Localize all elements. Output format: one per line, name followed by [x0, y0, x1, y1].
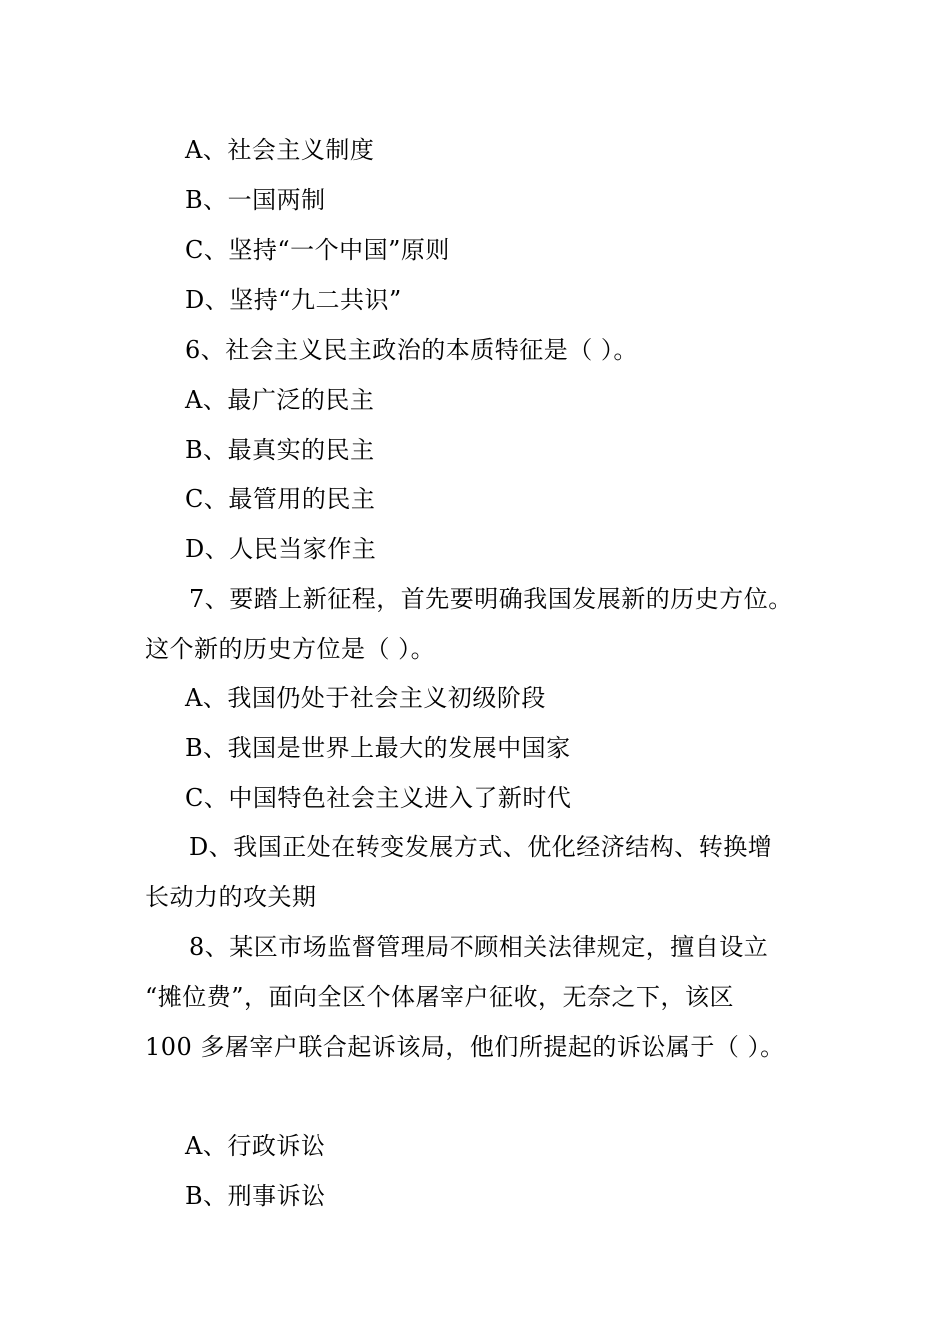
q5-option-d: D、坚持“九二共识”	[185, 286, 402, 314]
q6-option-c: C、最管用的民主	[185, 485, 376, 513]
q8-question-line1: 8、某区市场监督管理局不顾相关法律规定，擅自设立	[189, 933, 769, 961]
q7-question-line2: 这个新的历史方位是（ ）。	[145, 635, 436, 663]
q6-option-b: B、最真实的民主	[185, 436, 375, 464]
q7-option-d-line2: 长动力的攻关期	[145, 883, 317, 911]
q8-option-a: A、行政诉讼	[185, 1132, 326, 1160]
q7-option-d-line1: D、我国正处在转变发展方式、优化经济结构、转换增	[189, 833, 773, 861]
q6-option-a: A、最广泛的民主	[185, 386, 375, 414]
q5-option-c: C、坚持“一个中国”原则	[185, 236, 450, 264]
q6-question: 6、社会主义民主政治的本质特征是（ ）。	[185, 336, 638, 364]
q7-question-line1: 7、要踏上新征程，首先要明确我国发展新的历史方位。	[189, 585, 793, 613]
q7-option-c: C、中国特色社会主义进入了新时代	[185, 784, 572, 812]
q8-question-line3: 100 多屠宰户联合起诉该局，他们所提起的诉讼属于（ ）。	[145, 1033, 785, 1061]
q6-option-d: D、人民当家作主	[185, 535, 377, 563]
q5-option-a: A、社会主义制度	[185, 136, 375, 164]
q8-question-line2: “摊位费”，面向全区个体屠宰户征收，无奈之下，该区	[145, 983, 735, 1011]
q8-option-b: B、刑事诉讼	[185, 1182, 326, 1210]
q5-option-b: B、一国两制	[185, 186, 326, 214]
q7-option-a: A、我国仍处于社会主义初级阶段	[185, 684, 546, 712]
q7-option-b: B、我国是世界上最大的发展中国家	[185, 734, 571, 762]
